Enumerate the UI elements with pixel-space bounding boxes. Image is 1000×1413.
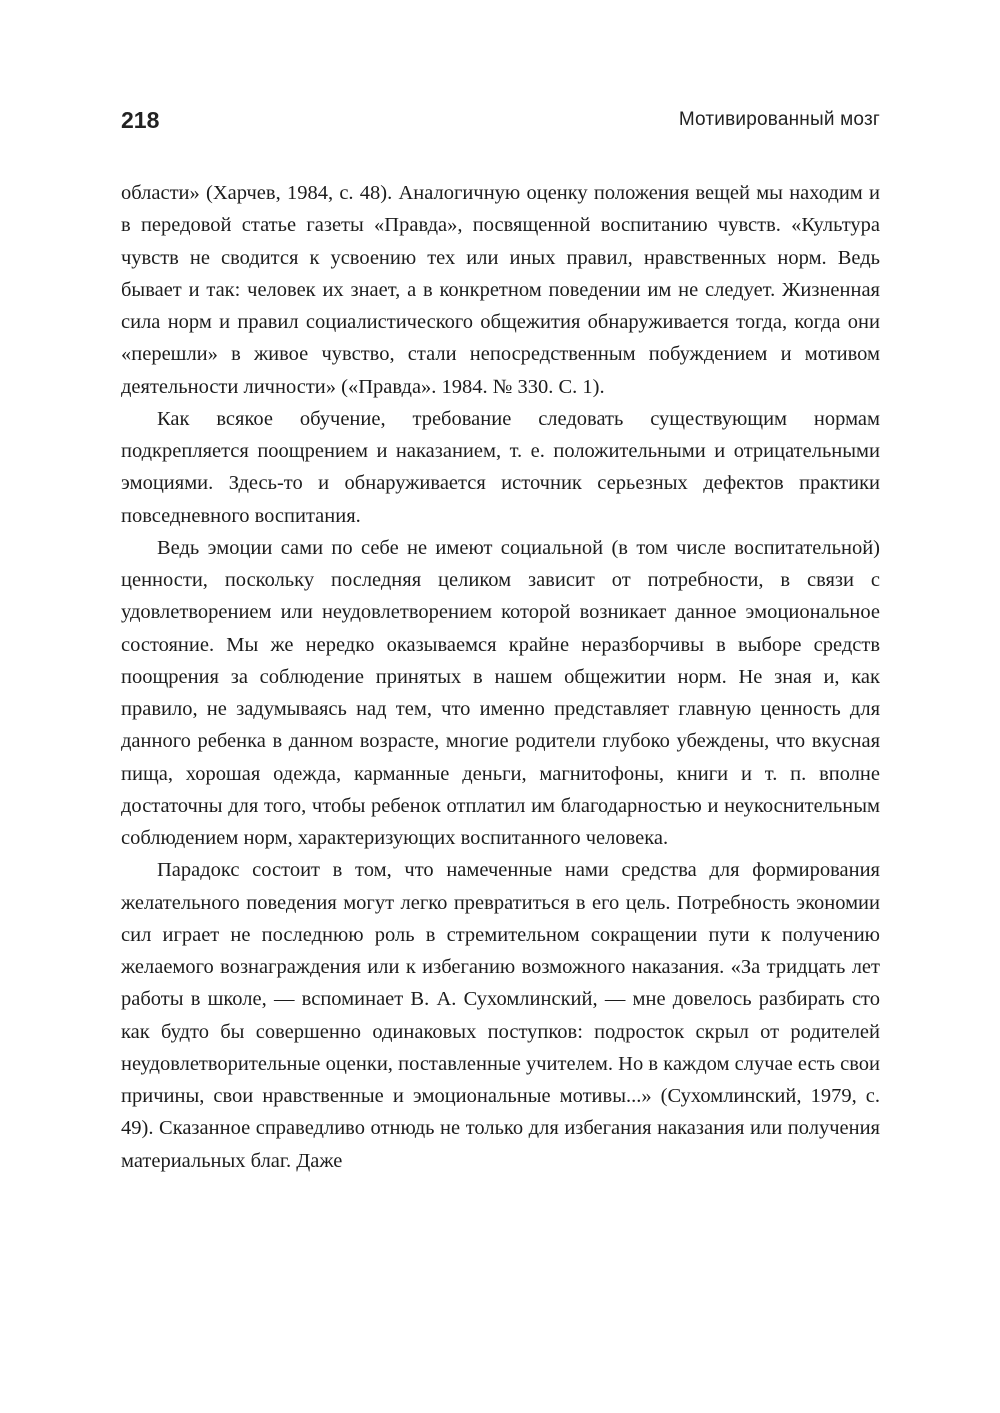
- paragraph-2: Как всякое обучение, требование следовать существующим нормам подкрепляется поощрением и наказанием, т. е. положительными и отрицательными эмоциями. Здесь-то и обнаруживается источник серьезных дефектов практики повседневного воспитания.: [121, 407, 880, 527]
- running-head: [121, 102, 880, 138]
- body-text: [121, 177, 880, 1177]
- book-title: Мотивированный мозг: [678, 109, 880, 130]
- paragraph-4: Парадокс состоит в том, что намеченные нами средства для формирования желательного поведения могут легко превратиться в его цель. Потребность экономии сил играет не последнюю роль в стремительном сокращении пути к получению желаемого вознаграждения или к избеганию возможного наказания. «За тридцать лет работы в школе, — вспоминает В. А. Сухомлинский, — мне довелось разбирать сто как будто бы совершенно одинаковых поступков: подросток скрыл от родителей неудовлетворительные оценки, поставленные учителем. Но в каждом случае есть свои причины, свои нравственные и эмоциональные мотивы...» (Сухомлинский, 1979, с. 49). Сказанное справедливо отнюдь не только для избегания наказания или получения материальных благ. Даже: [121, 859, 880, 1172]
- paragraph-3: Ведь эмоции сами по себе не имеют социальной (в том числе воспитательной) ценности, поскольку последняя целиком зависит от потребности, в связи с удовлетворением или неудовлетворением которой возникает данное эмоциональное состояние. Мы же нередко оказываемся крайне неразборчивы в выборе средств поощрения за соблюдение принятых в нашем общежитии норм. Не зная и, как правило, не задумываясь над тем, что именно представляет главную ценность для данного ребенка в данном возрасте, многие родители глубоко убеждены, что вкусная пища, хорошая одежда, карманные деньги, магнитофоны, книги и т. п. вполне достаточны для того, чтобы ребенок отплатил им благодарностью и неукоснительным соблюдением норм, характеризующих воспитанного человека.: [121, 536, 880, 849]
- page-number: 218: [121, 107, 160, 133]
- paragraph-1: области» (Харчев, 1984, с. 48). Аналогичную оценку положения вещей мы находим и в передовой статье газеты «Правда», посвященной воспитанию чувств. «Культура чувств не сводится к усвоению тех или иных правил, нравственных норм. Ведь бывает и так: человек их знает, а в конкретном поведении им не следует. Жизненная сила норм и правил социалистического общежития обнаруживается тогда, когда они «перешли» в живое чувство, стали непосредственным побуждением и мотивом деятельности личности» («Правда». 1984. № 330. С. 1).: [121, 182, 880, 398]
